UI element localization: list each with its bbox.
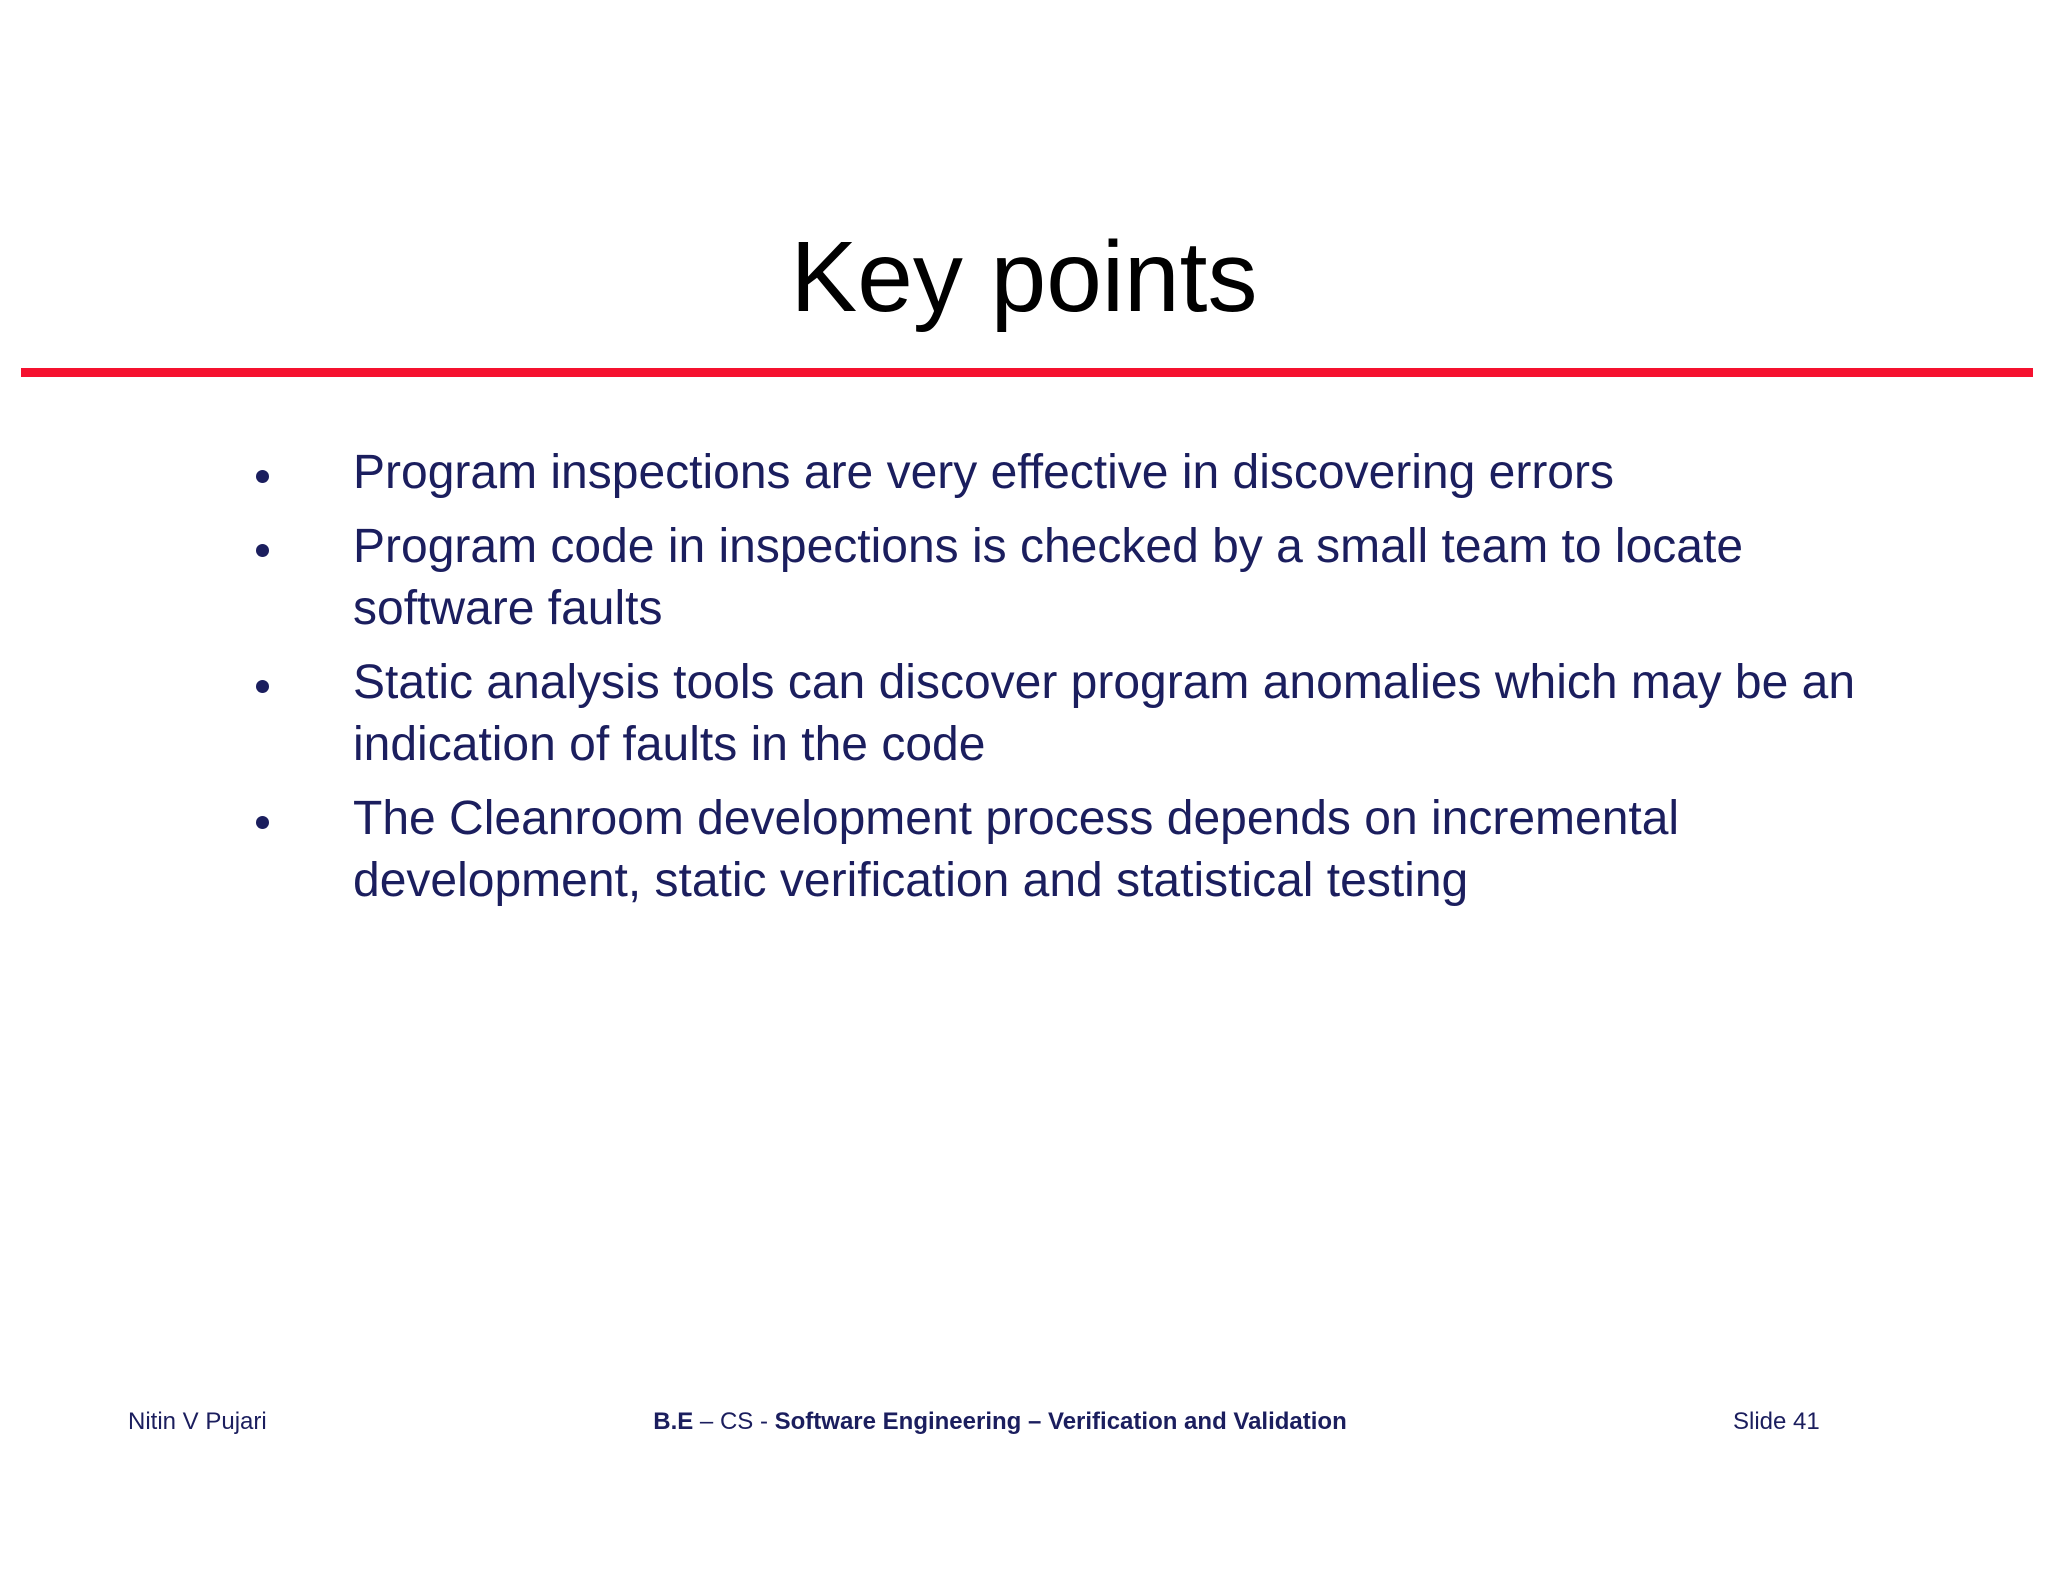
bullet-dot-icon xyxy=(256,470,269,483)
bullet-text: Static analysis tools can discover program anomalies which may be an indication of faults in the code xyxy=(353,656,1856,771)
bullet-dot-icon xyxy=(256,544,269,557)
bullet-item xyxy=(240,442,1920,504)
bullet-item xyxy=(240,652,1920,776)
title-divider xyxy=(21,368,2033,377)
bullet-item xyxy=(240,788,1920,912)
bullet-list xyxy=(240,442,1920,924)
bullet-dot-icon xyxy=(256,680,269,693)
bullet-dot-icon xyxy=(256,816,269,829)
footer-course-separator: – CS - xyxy=(693,1408,775,1435)
bullet-text: Program code in inspections is checked by a small team to locate software faults xyxy=(353,520,1744,635)
footer-slide-number: Slide 41 xyxy=(1733,1408,1820,1435)
bullet-text: The Cleanroom development process depends on incremental development, static verification and statistical testing xyxy=(353,792,1680,907)
footer-course-subject: Software Engineering – Verification and Validation xyxy=(774,1408,1347,1435)
footer-course-prefix: B.E xyxy=(653,1408,694,1435)
bullet-item xyxy=(240,516,1920,640)
footer-course-title xyxy=(0,1406,2024,1438)
bullet-text: Program inspections are very effective in discovering errors xyxy=(353,446,1614,499)
footer-author: Nitin V Pujari xyxy=(128,1408,267,1435)
slide-title: Key points xyxy=(790,221,1258,333)
